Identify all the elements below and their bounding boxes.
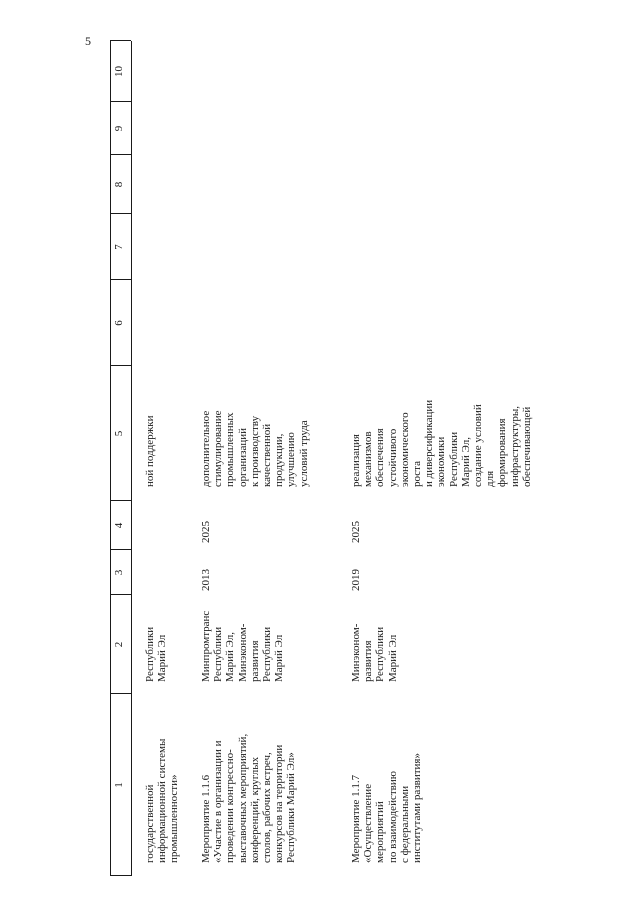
col-header-10: 10 — [113, 66, 125, 77]
col-header-3: 3 — [113, 569, 125, 576]
page-number: 5 — [85, 34, 91, 48]
col-header-1: 1 — [113, 782, 125, 788]
table-cell-r1-c1: Мероприятие 1.1.6 «Участие в организации и проведении конгрессно- выставочных мероприятий, конференций, круглых столов, рабочих встреч, конкурсов на территории Республики Марий Эл» — [200, 733, 298, 863]
header-bottom-rule — [131, 41, 132, 876]
table-cell-r2-c4: 2025 — [350, 521, 362, 543]
col-header-7: 7 — [113, 244, 125, 250]
table-cell-r0-c5: ной поддержки — [144, 415, 156, 487]
table-cell-r1-c3: 2013 — [200, 569, 212, 591]
table-cell-r0-c2: Республики Марий Эл — [144, 626, 169, 682]
table-cell-r1-c4: 2025 — [200, 521, 212, 543]
table-cell-r1-c2: Минпромтранс Республики Марий Эл, Минэконом- развития Республики Марий Эл — [200, 610, 286, 682]
table-cell-r0-c1: государственной информационной системы промышленности» — [144, 738, 181, 863]
table-cell-r2-c5: реализация механизмов обеспечения устойчивого экономического роста и диверсификации экономики Республики Марий Эл, создание условий для формирования инфраструктуры, обеспечивающей — [350, 399, 533, 487]
col-header-5: 5 — [113, 430, 125, 437]
header-top-rule — [110, 41, 111, 876]
table-cell-r2-c3: 2019 — [350, 569, 362, 591]
col-header-9: 9 — [113, 125, 125, 132]
table-cell-r1-c5: дополнительное стимулирование промышленных организаций к производству качественной продукции, улучшению условий труда — [200, 410, 310, 487]
table-cell-r2-c2: Минэконом- развития Республики Марий Эл — [350, 623, 399, 682]
col-header-4: 4 — [113, 522, 125, 529]
table-cell-r2-c1: Мероприятие 1.1.7 «Осуществление мероприятий по взаимодействию с федеральными институтами развития» — [350, 753, 424, 863]
col-header-6: 6 — [113, 320, 125, 326]
col-header-2: 2 — [113, 641, 125, 648]
col-header-8: 8 — [113, 181, 125, 188]
